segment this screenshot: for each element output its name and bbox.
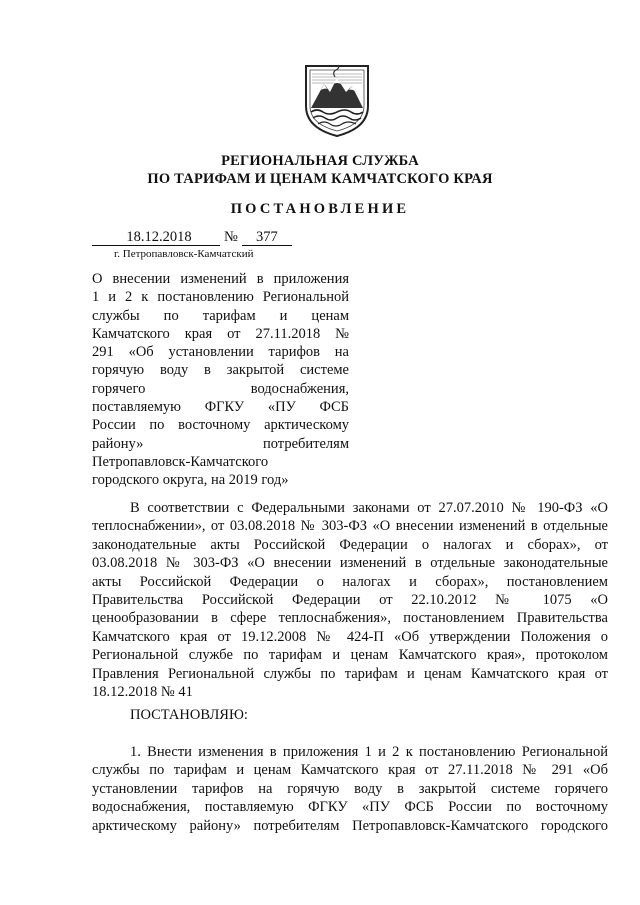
preamble-line: В соответствии с Федеральными законами от 27.07.2010 № 190-ФЗ «О — [130, 500, 608, 516]
subject-line: Петропавловск-Камчатского — [92, 453, 269, 470]
subject-line: О внесении изменений в приложения — [92, 271, 349, 287]
kamchatka-coat-of-arms-emblem — [302, 62, 372, 138]
preamble-line: 03.08.2018 № 303-ФЗ «О внесении изменений в отдельные законодательные — [92, 555, 608, 572]
preamble-line: Правительства Российской Федерации от 22.10.2012 № 1075 «О — [92, 592, 608, 609]
preamble-line: теплоснабжении», от 03.08.2018 № 303-ФЗ «О внесении изменений в отдельные — [92, 518, 608, 535]
subject-line: городского округа, на 2019 год» — [92, 472, 289, 489]
subject-line: горячую воду в закрытой системе — [92, 362, 349, 379]
preamble-line: Камчатского края от 19.12.2008 № 424-П «Об утверждении Положения о — [92, 628, 608, 645]
subject-line: горячего водоснабжения, — [92, 380, 349, 397]
subject-line: Камчатского края от 27.11.2018 № — [92, 325, 349, 342]
subject-line: поставляемую ФГКУ «ПУ ФСБ — [92, 399, 349, 416]
document-date-number — [92, 229, 292, 246]
item-1-line: службы по тарифам и ценам Камчатского края от 27.11.2018 № 291 «Об — [92, 762, 608, 779]
subject-line: службы по тарифам и ценам — [92, 307, 349, 324]
preamble-line: Правления Региональной службы по тарифам и ценам Камчатского края от — [92, 665, 608, 682]
document-type-title: ПОСТАНОВЛЕНИЕ — [230, 201, 410, 217]
resolve-heading: ПОСТАНОВЛЯЮ: — [130, 707, 248, 723]
preamble-paragraph — [92, 499, 608, 701]
preamble-line: Региональной службе по тарифам и ценам Камчатского края», протоколом — [92, 647, 608, 664]
org-name-line1: РЕГИОНАЛЬНАЯ СЛУЖБА — [221, 153, 419, 169]
preamble-line: законодательные акты Российской Федерации о налогах и сборах», от — [92, 536, 608, 553]
preamble-line: ценообразовании в сфере теплоснабжения», постановлением Правительства — [92, 610, 608, 627]
item-1-line: установлении тарифов на горячую воду в закрытой системе горячего — [92, 780, 608, 797]
preamble-line: акты Российской Федерации о налогах и сборах», постановлением — [92, 573, 608, 590]
subject-line: 291 «Об установлении тарифов на — [92, 344, 349, 361]
item-1-line: 1. Внести изменения в приложения 1 и 2 к постановлению Региональной — [130, 744, 608, 760]
item-1-line: арктическому району» потребителям Петропавловск-Камчатского городского — [92, 817, 608, 834]
subject-line: России по восточному арктическому — [92, 417, 349, 434]
subject-line: району» потребителям — [92, 435, 349, 452]
document-number: 377 — [242, 229, 292, 246]
item-1-paragraph — [92, 743, 608, 835]
number-sign: № — [224, 229, 238, 245]
item-1-line: водоснабжения, поставляемую ФГКУ «ПУ ФСБ России по восточному — [92, 799, 608, 816]
document-subject — [92, 270, 349, 490]
document-date: 18.12.2018 — [92, 229, 220, 246]
subject-line: 1 и 2 к постановлению Региональной — [92, 289, 349, 306]
document-city: г. Петропавловск-Камчатский — [114, 248, 254, 260]
org-name-line2: ПО ТАРИФАМ И ЦЕНАМ КАМЧАТСКОГО КРАЯ — [147, 171, 493, 187]
preamble-line: 18.12.2018 № 41 — [92, 684, 193, 701]
